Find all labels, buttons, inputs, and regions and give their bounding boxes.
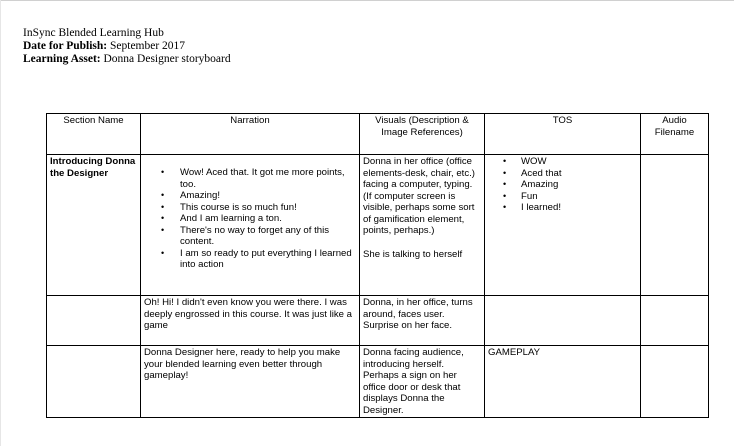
bullet-icon: • [161,190,165,200]
list-item: • This course is so much fun! [161,201,297,213]
header-narration: Narration [141,114,360,155]
list-item: • Aced that [503,167,562,179]
list-item: • There's no way to forget any of this content. [161,224,330,247]
narration-cell [141,155,360,296]
page-edge-left [0,0,1,446]
org-name: InSync Blended Learning Hub [23,27,164,39]
bullet-icon: • [503,156,507,166]
table-row [47,346,709,418]
storyboard-table [46,113,709,418]
narration-cell: Oh! Hi! I didn't even know you were there. I was deeply engrossed in this course. It was just like a game [141,296,360,346]
document-header [23,27,231,66]
tos-cell [485,155,641,296]
tos-cell: GAMEPLAY [485,346,641,418]
visuals-note: She is talking to herself [363,248,463,260]
table-row [47,296,709,346]
audio-filename-cell [641,346,709,418]
section-name-cell [47,296,141,346]
list-item: • And I am learning a ton. [161,213,282,224]
header-audio-filename: Audio Filename [641,114,709,155]
bullet-icon: • [161,247,165,258]
section-name-cell: Introducing Donna the Designer [47,155,141,296]
visuals-cell [360,155,485,296]
visuals-description: Donna in her office (office elements-desk, chair, etc.) facing a computer, typing. (If computer screen is visible, perhaps some sort of gamification element, points, perhaps.) [363,156,475,236]
publish-date-line [23,40,231,53]
narration-cell: Donna Designer here, ready to help you make your blended learning even better through gameplay! [141,346,360,418]
learning-asset-label: Learning Asset: [23,53,101,65]
section-name-cell [47,346,141,418]
visuals-cell: Donna, in her office, turns around, faces user. Surprise on her face. [360,296,485,346]
list-item: • Amazing! [161,190,220,201]
publish-date-value: September 2017 [107,40,186,52]
bullet-icon: • [161,167,165,177]
audio-filename-cell [641,296,709,346]
audio-filename-cell [641,155,709,296]
list-item: • Amazing [503,179,559,190]
bullet-icon: • [161,201,165,212]
list-item: • Wow! Aced that. It got me more points, too. [161,167,345,190]
table-header-row [47,114,709,155]
tos-list [488,156,637,214]
page-edge-top [0,0,734,1]
bullet-icon: • [161,224,165,235]
learning-asset-value: Donna Designer storyboard [100,53,231,65]
list-item: • I learned! [503,202,562,213]
bullet-icon: • [503,202,507,212]
table-row [47,155,709,296]
list-item: • I am so ready to put everything I learned into action [161,247,352,270]
bullet-icon: • [503,190,507,201]
bullet-icon: • [503,167,507,178]
publish-date-label: Date for Publish: [23,40,108,52]
header-visuals: Visuals (Description & Image References) [360,114,485,155]
list-item: • Fun [503,190,538,202]
tos-cell [485,296,641,346]
header-tos: TOS [485,114,641,155]
list-item: • WOW [503,156,547,167]
header-section-name: Section Name [47,114,141,155]
visuals-cell: Donna facing audience, introducing herself. Perhaps a sign on her office door or desk that displays Donna the Designer. [360,346,485,418]
bullet-icon: • [503,179,507,189]
bullet-icon: • [161,213,165,223]
learning-asset-line [23,53,231,66]
narration-list [144,167,356,271]
